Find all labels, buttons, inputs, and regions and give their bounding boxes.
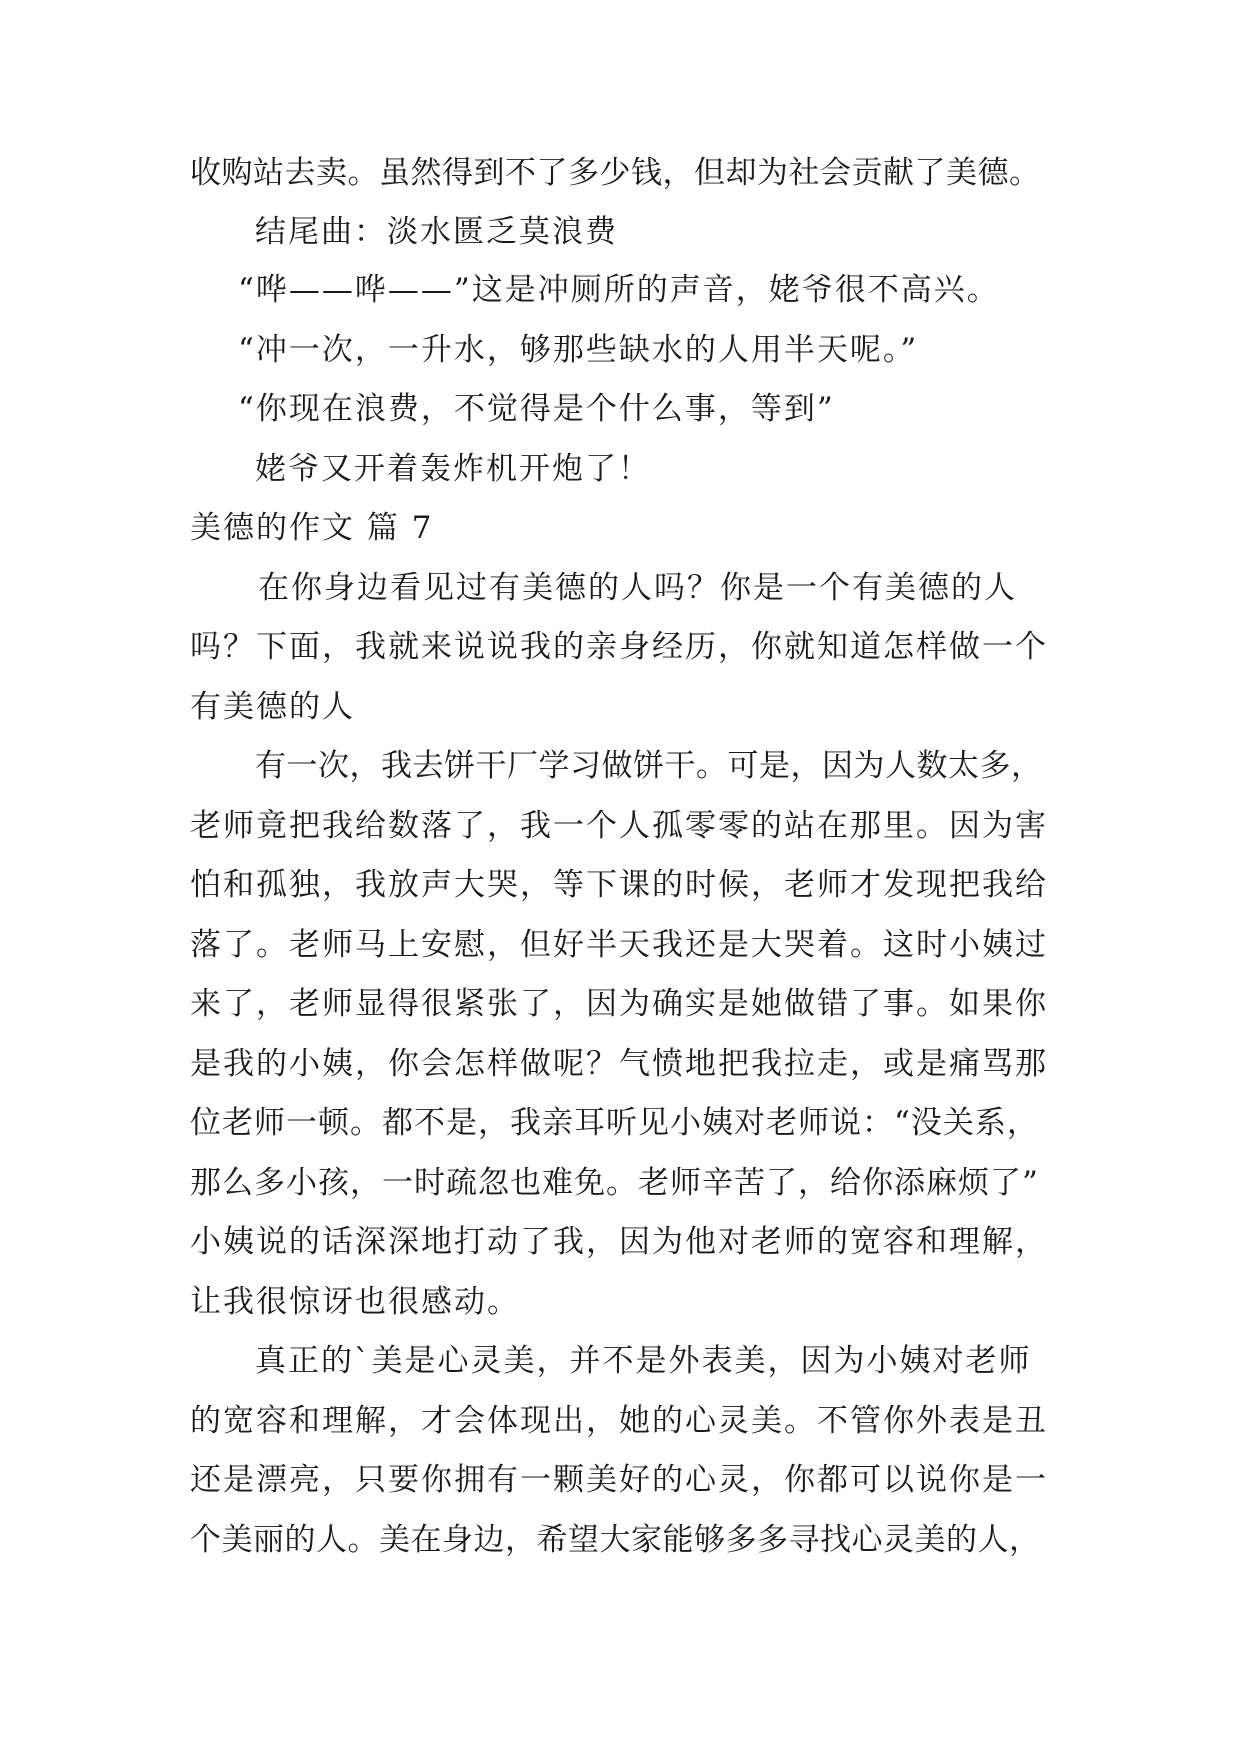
text-line: 怕和孤独，我放声大哭，等下课的时候，老师才发现把我给 [190,867,1048,903]
text-line: “哗——哗——”这是冲厕所的声音，姥爷很不高兴。 [238,272,1000,308]
text-line: 还是漂亮，只要你拥有一颗美好的心灵，你都可以说你是一 [190,1462,1048,1498]
text-line: 的宽容和理解，才会体现出，她的心灵美。不管你外表是丑 [190,1403,1048,1439]
text-line: 老师竟把我给数落了，我一个人孤零零的站在那里。因为害 [190,808,1048,844]
text-line: 那么多小孩，一时疏忽也难免。老师辛苦了，给你添麻烦了” [190,1165,1039,1201]
article-title: 美德的作文 篇 7 [190,510,434,546]
text-line: 来了，老师显得很紧张了，因为确实是她做错了事。如果你 [190,986,1048,1022]
text-line: 个美丽的人。美在身边，希望大家能够多多寻找心灵美的人， [190,1522,1041,1558]
text-line: 是我的小姨，你会怎样做呢？气愤地把我拉走，或是痛骂那 [190,1046,1048,1082]
text-line: 小姨说的话深深地打动了我，因为他对老师的宽容和理解， [190,1224,1048,1260]
text-line: “你现在浪费，不觉得是个什么事，等到” [238,391,835,427]
text-line: 姥爷又开着轰炸机开炮了！ [255,451,651,487]
text-line: 位老师一顿。都不是，我亲耳听见小姨对老师说：“没关系， [190,1105,1039,1141]
text-line: 有一次，我去饼干厂学习做饼干。可是，因为人数太多， [255,748,1043,784]
text-line: 在你身边看见过有美德的人吗？你是一个有美德的人 [258,570,1017,606]
text-line: 落了。老师马上安慰，但好半天我还是大哭着。这时小姨过 [190,927,1048,963]
text-line: 让我很惊讶也很感动。 [190,1284,520,1320]
text-line: 吗？下面，我就来说说我的亲身经历，你就知道怎样做一个 [190,629,1048,665]
section-subheading: 结尾曲：淡水匮乏莫浪费 [255,214,618,250]
text-line: “冲一次，一升水，够那些缺水的人用半天呢。” [238,332,919,368]
text-line: 收购站去卖。虽然得到不了多少钱，但却为社会贡献了美德。 [190,155,1041,191]
text-line: 有美德的人 [190,689,355,725]
text-line: 真正的`美是心灵美，并不是外表美，因为小姨对老师 [255,1343,1032,1379]
